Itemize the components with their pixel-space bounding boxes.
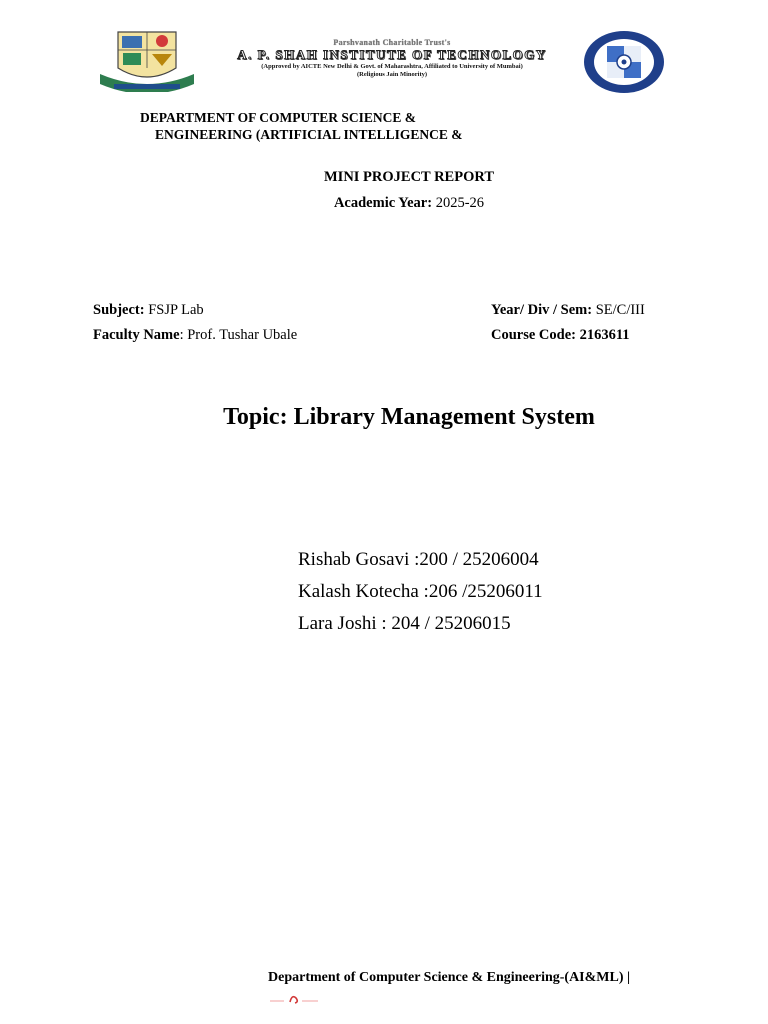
footer-text: Department of Computer Science & Engineering-(AI&ML) | [268,970,631,985]
academic-year-value: 2025-26 [435,195,485,211]
faculty-label: Faculty Name [93,327,180,343]
faculty-row [93,327,297,344]
member-entry: Lara Joshi : 204 / 25206015 [298,613,511,634]
subject-label: Subject: [93,302,145,318]
academic-year-label: Academic Year: [333,195,433,211]
topic-title: Topic: Library Management System [223,404,595,430]
course-code: Course Code: 2163611 [491,327,630,343]
trust-line: Parshvanath Charitable Trust's [333,38,451,47]
subject-value: FSJP Lab [148,302,204,318]
approval-line: (Approved by AICTE New Delhi & Govt. of Maharashtra, Affiliated to University of Mumbai) [261,63,523,70]
institute-banner [216,38,568,82]
minority-line: (Religious Jain Minority) [356,71,428,78]
department-seal-logo [583,30,665,94]
report-title: MINI PROJECT REPORT [323,169,494,185]
member-entry: Kalash Kotecha :206 /25206011 [298,581,543,602]
faculty-value: : Prof. Tushar Ubale [179,327,298,343]
institute-name: A. P. SHAH INSTITUTE OF TECHNOLOGY [237,47,547,62]
year-div-sem-value: SE/C/III [595,302,645,318]
department-line-2: ENGINEERING (ARTIFICIAL INTELLIGENCE & [155,127,463,142]
year-div-sem-label: Year/ Div / Sem: [491,302,593,318]
footer-mark-icon [268,992,320,1006]
academic-year [0,195,768,212]
year-div-sem-row [491,302,645,319]
subject-row [93,302,204,319]
member-entry: Rishab Gosavi :200 / 25206004 [298,549,539,570]
department-line-1: DEPARTMENT OF COMPUTER SCIENCE & [140,110,417,125]
institute-crest-logo [96,28,198,92]
